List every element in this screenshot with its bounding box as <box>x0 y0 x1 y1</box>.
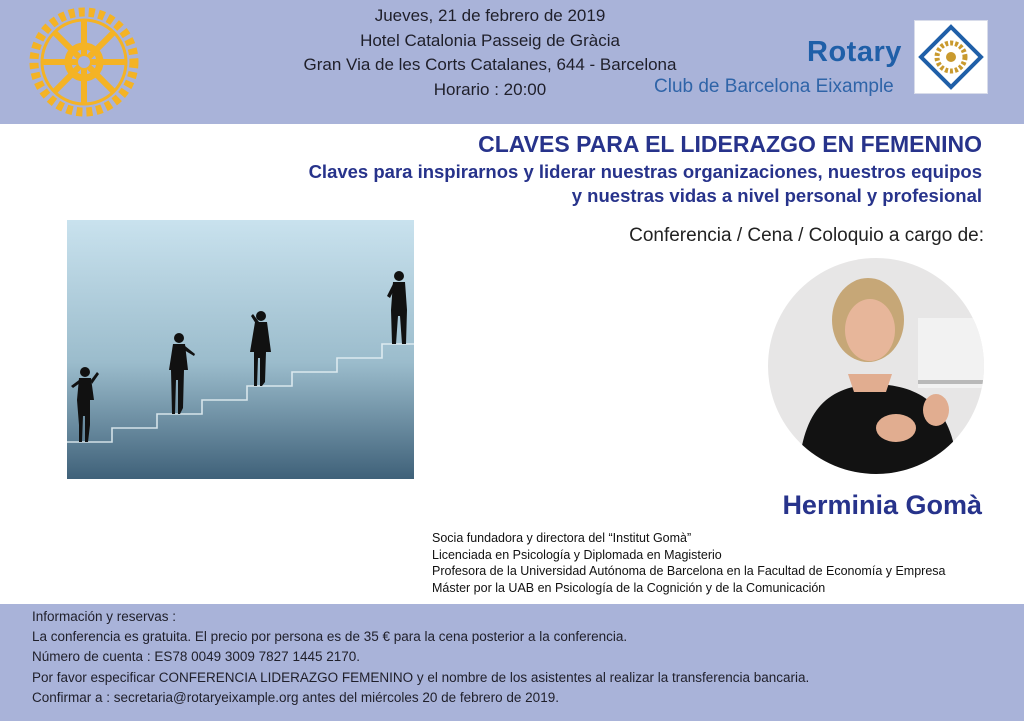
event-venue: Hotel Catalonia Passeig de Gràcia <box>360 30 620 50</box>
club-name: Club de Barcelona Eixample <box>654 76 894 97</box>
footer-instructions: Por favor especificar CONFERENCIA LIDERAZGO FEMENINO y el nombre de los asistentes al realizar la transferencia bancaria. <box>32 669 810 685</box>
page-title: CLAVES PARA EL LIDERAZGO EN FEMENINO <box>478 131 982 157</box>
event-address: Gran Via de les Corts Catalanes, 644 - Barcelona <box>303 55 677 74</box>
speaker-name: Herminia Gomà <box>782 490 982 520</box>
club-word: Rotary <box>807 36 902 68</box>
footer-price: La conferencia es gratuita. El precio por persona es de 35 € para la cena posterior a la conferencia. <box>32 629 628 645</box>
event-date: Jueves, 21 de febrero de 2019 <box>374 6 606 25</box>
footer-confirm: Confirmar a : secretaria@rotaryeixample.org antes del miércoles 20 de febrero de 2019. <box>32 689 559 705</box>
speaker-bio <box>432 530 946 596</box>
rotary-emblem-icon <box>914 20 988 94</box>
bio-line-3: Profesora de la Universidad Autónoma de Barcelona en la Facultad de Economía y Empresa <box>432 564 946 578</box>
bio-line-4: Máster por la UAB en Psicología de la Cognición y de la Comunicación <box>432 580 826 595</box>
bio-line-2: Licenciada en Psicología y Diplomada en Magisterio <box>432 547 722 562</box>
event-time: Horario : 20:00 <box>433 79 547 99</box>
footer-info <box>32 607 809 708</box>
page-subtitle <box>309 160 982 208</box>
subtitle-line-1: Claves para inspirarnos y liderar nuestras organizaciones, nuestros equipos <box>308 161 982 182</box>
speaker-photo <box>768 258 984 474</box>
stairs-silhouettes-image <box>67 220 414 479</box>
rotary-wheel-icon <box>28 6 140 118</box>
subtitle-line-2: y nuestras vidas a nivel personal y profesional <box>571 185 982 206</box>
footer-heading: Información y reservas : <box>32 609 177 624</box>
club-logo <box>640 20 990 102</box>
bio-line-1: Socia fundadora y directora del “Institut Gomà” <box>432 531 692 545</box>
footer-account: Número de cuenta : ES78 0049 3009 7827 1445 2170. <box>32 649 361 665</box>
conference-line: Conferencia / Cena / Coloquio a cargo de: <box>629 225 984 246</box>
